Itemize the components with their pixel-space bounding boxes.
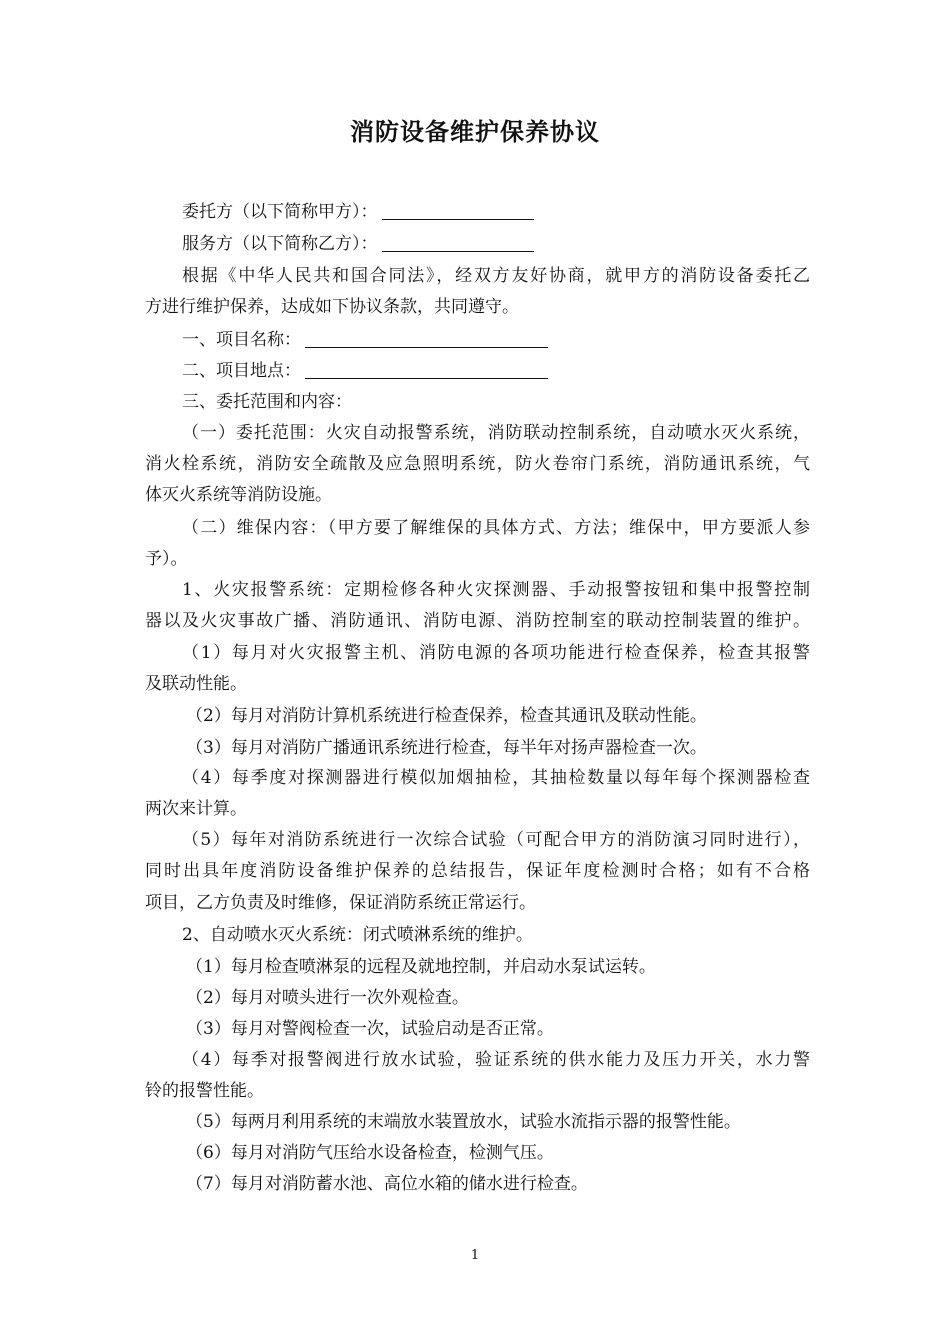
fire-alarm-item-2: （2）每月对消防计算机系统进行检查保养，检查其通讯及联动性能。 xyxy=(186,706,707,726)
sprinkler-item-5: （5）每两月利用系统的末端放水装置放水，试验水流指示器的报警性能。 xyxy=(186,1112,741,1132)
fire-alarm-item-1-line-2: 及联动性能。 xyxy=(145,674,247,694)
scope-line-3: 体灭火系统等消防设施。 xyxy=(145,485,332,505)
project-name-label: 一、项目名称： xyxy=(182,330,301,350)
sprinkler-item-4-line-1: （4）每季对报警阀进行放水试验，验证系统的供水能力及压力开关，水力警 xyxy=(182,1050,810,1070)
scope-line-2: 消火栓系统，消防安全疏散及应急照明系统，防火卷帘门系统，消防通讯系统，气 xyxy=(145,454,810,474)
document-title: 消防设备维护保养协议 xyxy=(350,118,600,146)
fire-alarm-line-1: 1、火灾报警系统：定期检修各种火灾探测器、手动报警按钮和集中报警控制 xyxy=(182,580,810,600)
project-location-blank xyxy=(305,362,548,379)
party-a-line xyxy=(182,202,847,222)
sprinkler-item-4-line-2: 铃的报警性能。 xyxy=(145,1081,264,1101)
page-number: 1 xyxy=(470,1248,480,1263)
fire-alarm-item-5-line-1: （5）每年对消防系统进行一次综合试验（可配合甲方的消防演习同时进行）， xyxy=(182,830,810,850)
project-location-line xyxy=(182,361,847,381)
party-b-label: 服务方（以下简称乙方）： xyxy=(182,234,378,254)
party-a-blank xyxy=(382,203,534,220)
fire-alarm-item-1-line-1: （1）每月对火灾报警主机、消防电源的各项功能进行检查保养，检查其报警 xyxy=(182,643,810,663)
fire-alarm-item-3: （3）每月对消防广播通讯系统进行检查，每半年对扬声器检查一次。 xyxy=(186,738,707,758)
scope-line-1: （一）委托范围：火灾自动报警系统，消防联动控制系统，自动喷水灭火系统， xyxy=(182,423,810,443)
party-b-line xyxy=(182,234,847,254)
content-line-2: 予）。 xyxy=(145,549,188,569)
content-line-1: （二）维保内容：（甲方要了解维保的具体方式、方法；维保中，甲方要派人参 xyxy=(182,518,810,538)
fire-alarm-item-5-line-2: 同时出具年度消防设备维护保养的总结报告，保证年度检测时合格；如有不合格 xyxy=(145,861,810,881)
sprinkler-item-1: （1）每月检查喷淋泵的远程及就地控制，并启动水泵试运转。 xyxy=(186,957,656,977)
section-three-heading: 三、委托范围和内容： xyxy=(182,392,352,412)
fire-alarm-item-4-line-1: （4）每季度对探测器进行模似加烟抽检，其抽检数量以每年每个探测器检查 xyxy=(182,768,810,788)
fire-alarm-item-4-line-2: 两次来计算。 xyxy=(145,799,247,819)
fire-alarm-item-5-line-3: 项目，乙方负责及时维修，保证消防系统正常运行。 xyxy=(145,893,536,913)
project-location-label: 二、项目地点： xyxy=(182,361,301,381)
sprinkler-item-2: （2）每月对喷头进行一次外观检查。 xyxy=(186,988,469,1008)
sprinkler-heading: 2、自动喷水灭火系统：闭式喷淋系统的维护。 xyxy=(182,925,533,945)
party-b-blank xyxy=(382,235,534,252)
fire-alarm-line-2: 器以及火灾事故广播、消防通讯、消防电源、消防控制室的联动控制装置的维护。 xyxy=(145,611,810,631)
intro-line-1: 根据《中华人民共和国合同法》，经双方友好协商，就甲方的消防设备委托乙 xyxy=(182,266,810,286)
project-name-blank xyxy=(305,331,548,348)
party-a-label: 委托方（以下简称甲方）： xyxy=(182,202,378,222)
sprinkler-item-6: （6）每月对消防气压给水设备检查，检测气压。 xyxy=(186,1143,554,1163)
intro-line-2: 方进行维护保养，达成如下协议条款，共同遵守。 xyxy=(145,297,519,317)
project-name-line xyxy=(182,330,847,350)
sprinkler-item-3: （3）每月对警阀检查一次，试验启动是否正常。 xyxy=(186,1019,554,1039)
sprinkler-item-7: （7）每月对消防蓄水池、高位水箱的储水进行检查。 xyxy=(186,1174,588,1194)
